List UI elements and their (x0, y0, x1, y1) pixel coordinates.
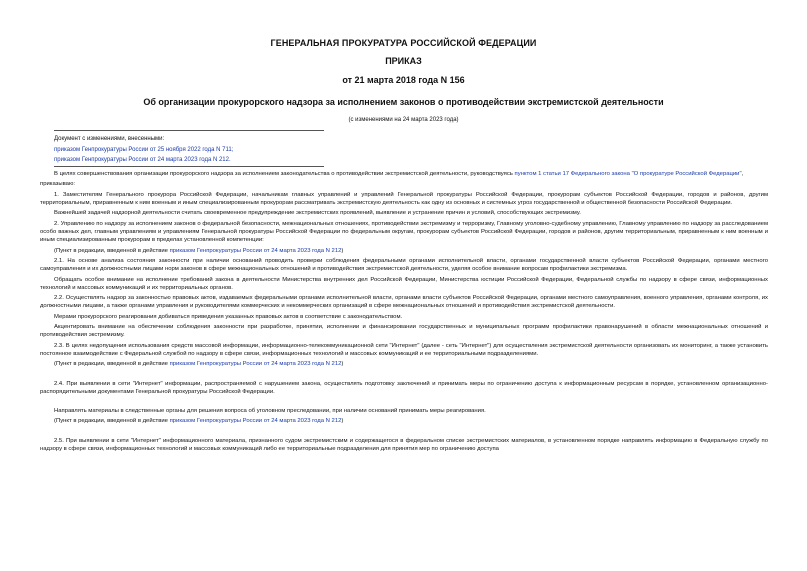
law-link[interactable]: пунктом 1 статьи 17 Федерального закона "О прокуратуре Российской Федерации" (514, 171, 742, 177)
document-date-number: от 21 марта 2018 года N 156 (342, 75, 465, 85)
document-org: ГЕНЕРАЛЬНАЯ ПРОКУРАТУРА РОССИЙСКОЙ ФЕДЕРАЦИИ (270, 38, 537, 48)
paragraph-2-5: 2.5. При выявлении в сети "Интернет" информационного материала, признанного судом экстремистским и содержащегося в федеральном списке экстремистских материалов, в установленном порядке направлять информацию в Федеральную службу по надзору в сфере связи, информационных технологий и массовых коммуникаций либо ее территориальные подразделения для принятия мер по ограничению доступа (40, 437, 768, 452)
edition-link-2[interactable]: приказом Генпрокуратуры России от 24 марта 2023 года N 212 (169, 361, 342, 368)
edition-note-1: (Пункт в редакции, введенной в действие приказом Генпрокуратуры России от 24 марта 2023 года N 212) (54, 247, 344, 254)
paragraph-order: приказываю: (40, 181, 76, 188)
edition-note-3: (Пункт в редакции, введенной в действие приказом Генпрокуратуры России от 24 марта 2023 года N 212) (54, 418, 344, 425)
changes-bottom-rule (54, 166, 324, 167)
edition-note-2: (Пункт в редакции, введенной в действие приказом Генпрокуратуры России от 24 марта 2023 года N 212) (54, 361, 344, 368)
edition-link-1[interactable]: приказом Генпрокуратуры России от 24 марта 2023 года N 212 (169, 247, 342, 254)
document-type: ПРИКАЗ (385, 56, 422, 66)
paragraph-2-4: 2.4. При выявлении в сети "Интернет" информации, распространяемой с нарушением закона, осуществлять подготовку заключений и принимать меры по ограничению доступа к информационным ресурсам в порядке, установленном организационно-распорядительными документами Генеральной прокуратуры Российской Федерации. (40, 380, 768, 395)
change-link-1[interactable]: приказом Генпрокуратуры России от 25 ноября 2022 года N 711; (54, 146, 234, 153)
paragraph-2: 2. Управлению по надзору за исполнением законов о федеральной безопасности, межнациональных отношениях, противодействии экстремизму и терроризму, Главному уголовно-судебному управлению, Главному управлению по надзору за расследованием особо важных дел, главным управлениям и управлениям Генеральной прокуратуры Российской Федерации по федеральным округам, прокурорам субъектов Российской Федерации, городов и районов, другим территориальным, приравненным к ним военным и иным специализированным прокурорам в пределах установленной компетенции: (40, 220, 768, 244)
changes-top-rule (54, 130, 324, 131)
document-subject: Об организации прокурорского надзора за исполнением законов о противодействии экстремистской деятельности (143, 97, 664, 107)
paragraph-2-1-b: Обращать особое внимание на исполнение требований закона в деятельности Министерства внутренних дел Российской Федерации, Министерства юстиции Российской Федерации, Федеральной службы по надзору в сфере связи, информационных технологий и массовых коммуникаций и их территориальных органов. (40, 276, 768, 291)
edition-link-3[interactable]: приказом Генпрокуратуры России от 24 марта 2023 года N 212 (169, 418, 342, 425)
paragraph-2-2-c: Акцентировать внимание на обеспечении соблюдения законности при разработке, принятии, исполнении и финансировании государственных и муниципальных программ профилактики правонарушений в области межнациональных отношений и противодействия экстремизму. (40, 324, 768, 339)
paragraph-2-4-b: Направлять материалы в следственные органы для решения вопроса об уголовном преследовании, при наличии оснований принимать меры реагирования. (54, 407, 486, 414)
change-link-2[interactable]: приказом Генпрокуратуры России от 24 марта 2023 года N 212. (54, 157, 231, 163)
paragraph-1: 1. Заместителям Генерального прокурора Российской Федерации, начальникам главных управлений и управлений Генеральной прокуратуры Российской Федерации, прокурорам субъектов Российской Федерации, городов и районов, другим территориальным, приравненным к ним военным и иным специализированным прокурорам рассматривать экстремистскую деятельность как одну из основных и системных угроз государственной и общественной безопасности Российской Федерации. (40, 191, 768, 206)
changes-block (54, 134, 233, 166)
paragraph-preamble: В целях совершенствования организации прокурорского надзора за исполнением законодательства о противодействии экстремистской деятельности, руководствуясь пунктом 1 статьи 17 Федерального закона "О прокуратуре Российской Федерации", (54, 171, 744, 177)
changes-intro: Документ с изменениями, внесенными: (54, 136, 165, 142)
paragraph-2-3: 2.3. В целях недопущения использования средств массовой информации, информационно-телекоммуникационной сети "Интернет" (далее - сеть "Интернет") для осуществления экстремистской деятельности организовать их мониторинг, а также установить постоянное взаимодействие с Федеральной службой по надзору в сфере связи, информационных технологий и массовых коммуникаций и ее территориальными подразделениями. (40, 342, 768, 357)
paragraph-2-1: 2.1. На основе анализа состояния законности при наличии оснований проводить проверки соблюдения федеральными органами исполнительной власти, органами государственной власти субъектов Российской Федерации, органами местного самоуправления и их должностными лицами норм законов в сфере межнациональных отношений и противодействия экстремистской деятельности, уделяя особое внимание вопросам профилактики экстремизма. (40, 257, 768, 273)
paragraph-2-2: 2.2. Осуществлять надзор за законностью правовых актов, издаваемых федеральными органами исполнительной власти, органами власти субъектов Российской Федерации, органами местного самоуправления, военного управления, органами контроля, их должностными лицами, а также органами управления и руководителями коммерческих и некоммерческих организаций в сфере межнациональных отношений и противодействия экстремистской деятельности. (40, 295, 768, 310)
document-body (40, 170, 768, 455)
revision-note: (с изменениями на 24 марта 2023 года) (348, 117, 459, 123)
paragraph-1-2: Важнейшей задачей надзорной деятельности считать своевременное предупреждение экстремистских проявлений, выявление и устранение причин и условий, способствующих экстремизму. (54, 210, 581, 217)
paragraph-2-2-b: Мерами прокурорского реагирования добиваться приведения указанных правовых актов в соответствие с законодательством. (54, 313, 403, 320)
